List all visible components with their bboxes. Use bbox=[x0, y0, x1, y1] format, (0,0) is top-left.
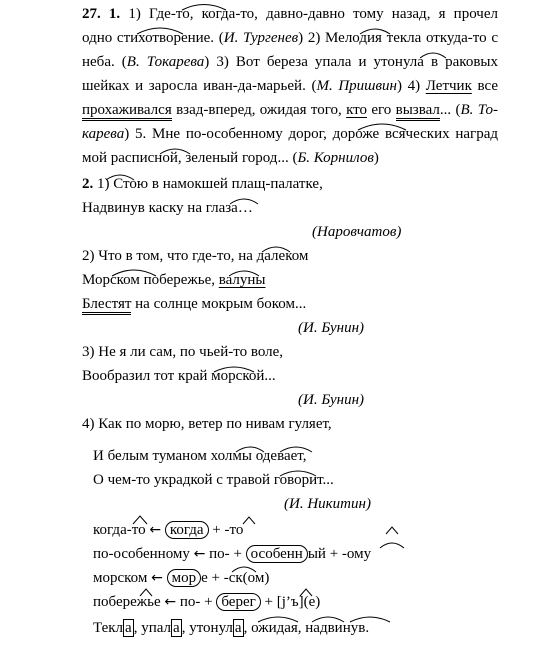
poem1-line1 bbox=[82, 174, 323, 194]
analysis-word: побережье bbox=[93, 594, 161, 610]
ending-box: а bbox=[125, 620, 132, 636]
text-line-7 bbox=[82, 148, 379, 168]
word-stem: , утонул bbox=[181, 620, 233, 636]
line-text: все bbox=[471, 78, 498, 94]
stem-oval: берег bbox=[216, 593, 260, 611]
predicate-vyzval: вызвал bbox=[396, 102, 440, 121]
poem1-author: (Наровчатов) bbox=[312, 224, 402, 240]
poem-line: Морском побережье, bbox=[82, 272, 219, 288]
line-text: взад-вперед, ожидая того, bbox=[171, 102, 347, 118]
poem2-line2 bbox=[82, 270, 266, 290]
poem3-line2: Вообразил тот край морской... bbox=[82, 368, 276, 384]
line-text: его bbox=[367, 102, 396, 118]
analysis-row-kogda-to bbox=[93, 520, 243, 540]
analysis-word: по-особенному bbox=[93, 546, 190, 562]
line-text: ) 5. Мне по-особенному дорог, дороже всяческих наград bbox=[124, 126, 498, 142]
arc-mark bbox=[243, 517, 255, 524]
morpheme-part: + -то bbox=[208, 522, 244, 538]
poem4-line2: И белым туманом холмы одевает, bbox=[93, 448, 307, 464]
item-number: 27. bbox=[82, 6, 101, 22]
text-line-4 bbox=[82, 76, 498, 96]
line-text: ) 4) bbox=[396, 78, 426, 94]
poem4-line3: О чем-то украдкой с травой говорит... bbox=[93, 472, 334, 488]
text-line-2 bbox=[82, 28, 498, 48]
author-prishvin: М. Пришвин bbox=[316, 78, 397, 94]
analysis-word: когда-то bbox=[93, 522, 146, 538]
text-line-6 bbox=[82, 124, 498, 144]
arc-mark bbox=[380, 543, 404, 548]
word-tail: , ожидая, надвинув. bbox=[243, 620, 370, 636]
text-line-3 bbox=[82, 52, 498, 72]
author-kornilov: Б. Корнилов bbox=[297, 150, 374, 166]
arrow-left-icon: ← bbox=[164, 594, 177, 610]
section-number-2: 2. bbox=[82, 176, 94, 192]
author-turgenev: И. Тургенев bbox=[223, 30, 299, 46]
line-text: ) 3) Вот береза упала и утонула в раковых bbox=[204, 54, 498, 70]
analysis-row-morskom bbox=[93, 568, 269, 588]
text-line-1 bbox=[82, 4, 498, 24]
word-stem: Текл bbox=[93, 620, 124, 636]
line-text: мой расписной, зеленый город... ( bbox=[82, 150, 298, 166]
morpheme-part: + [j’ъ](е) bbox=[260, 594, 321, 610]
prefix: по- bbox=[209, 546, 230, 562]
arrow-left-icon: ← bbox=[149, 522, 162, 538]
ending-box: а bbox=[173, 620, 180, 636]
text-line-5 bbox=[82, 100, 498, 120]
line-text: ) bbox=[373, 150, 379, 166]
subject-letchik: Летчик bbox=[425, 78, 472, 94]
poem-line: на солнце мокрым боком... bbox=[131, 296, 307, 312]
line-text: ... ( bbox=[439, 102, 461, 118]
line-text: одно стихотворение. ( bbox=[82, 30, 224, 46]
stem-oval: особенн bbox=[246, 545, 308, 563]
poem2-author: (И. Бунин) bbox=[298, 320, 365, 336]
arrow-left-icon: ← bbox=[193, 546, 206, 562]
morpheme-part: + bbox=[229, 546, 246, 562]
analysis-row-po-osobennomu bbox=[93, 544, 371, 564]
subject-kto: кто bbox=[346, 102, 368, 118]
prefix: по- bbox=[179, 594, 201, 610]
poem-line: 1) Стою в намокшей плащ-палатке, bbox=[97, 176, 323, 192]
morpheme-part: е + -ск(ом) bbox=[201, 570, 270, 586]
author-tokareva-2b: карева bbox=[82, 126, 125, 142]
author-tokareva-2a: В. То- bbox=[460, 102, 498, 118]
poem1-line2: Надвинув каску на глаза… bbox=[82, 200, 253, 216]
section-number-1: 1. bbox=[108, 6, 121, 22]
predicate-prokhazhivalsya: прохаживался bbox=[82, 102, 172, 121]
predicate-blestyat: Блестят bbox=[82, 296, 131, 315]
subject-valuny: валуны bbox=[218, 272, 266, 288]
poem3-line1: 3) Не я ли сам, по чьей-то воле, bbox=[82, 344, 284, 360]
line-text: неба. ( bbox=[82, 54, 127, 70]
morpheme-part: + bbox=[200, 594, 217, 610]
analysis-endings-line bbox=[93, 618, 369, 638]
stem-oval: когда bbox=[165, 521, 209, 539]
stem-oval: мор bbox=[167, 569, 202, 587]
poem4-line1: 4) Как по морю, ветер по нивам гуляет, bbox=[82, 416, 332, 432]
poem4-author: (И. Никитин) bbox=[284, 496, 371, 512]
morpheme-part: ый + -ому bbox=[307, 546, 372, 562]
word-stem: , упал bbox=[133, 620, 172, 636]
poem2-line3 bbox=[82, 294, 306, 314]
arrow-left-icon: ← bbox=[151, 570, 163, 586]
line-text: 1) Где-то, когда-то, давно-давно тому назад, я прочел bbox=[128, 6, 498, 22]
poem3-author: (И. Бунин) bbox=[298, 392, 365, 408]
ending-box: а bbox=[234, 620, 242, 636]
poem2-line1: 2) Что в том, что где-то, на далеком bbox=[82, 248, 309, 264]
analysis-row-poberezhye bbox=[93, 592, 320, 612]
line-text: ) 2) Мелодия текла откуда-то с bbox=[298, 30, 498, 46]
line-text: шейках и заросла иван-да-марьей. ( bbox=[82, 78, 317, 94]
arc-mark bbox=[386, 527, 398, 534]
author-tokareva: В. Токарева bbox=[126, 54, 205, 70]
analysis-word: морском bbox=[93, 570, 148, 586]
